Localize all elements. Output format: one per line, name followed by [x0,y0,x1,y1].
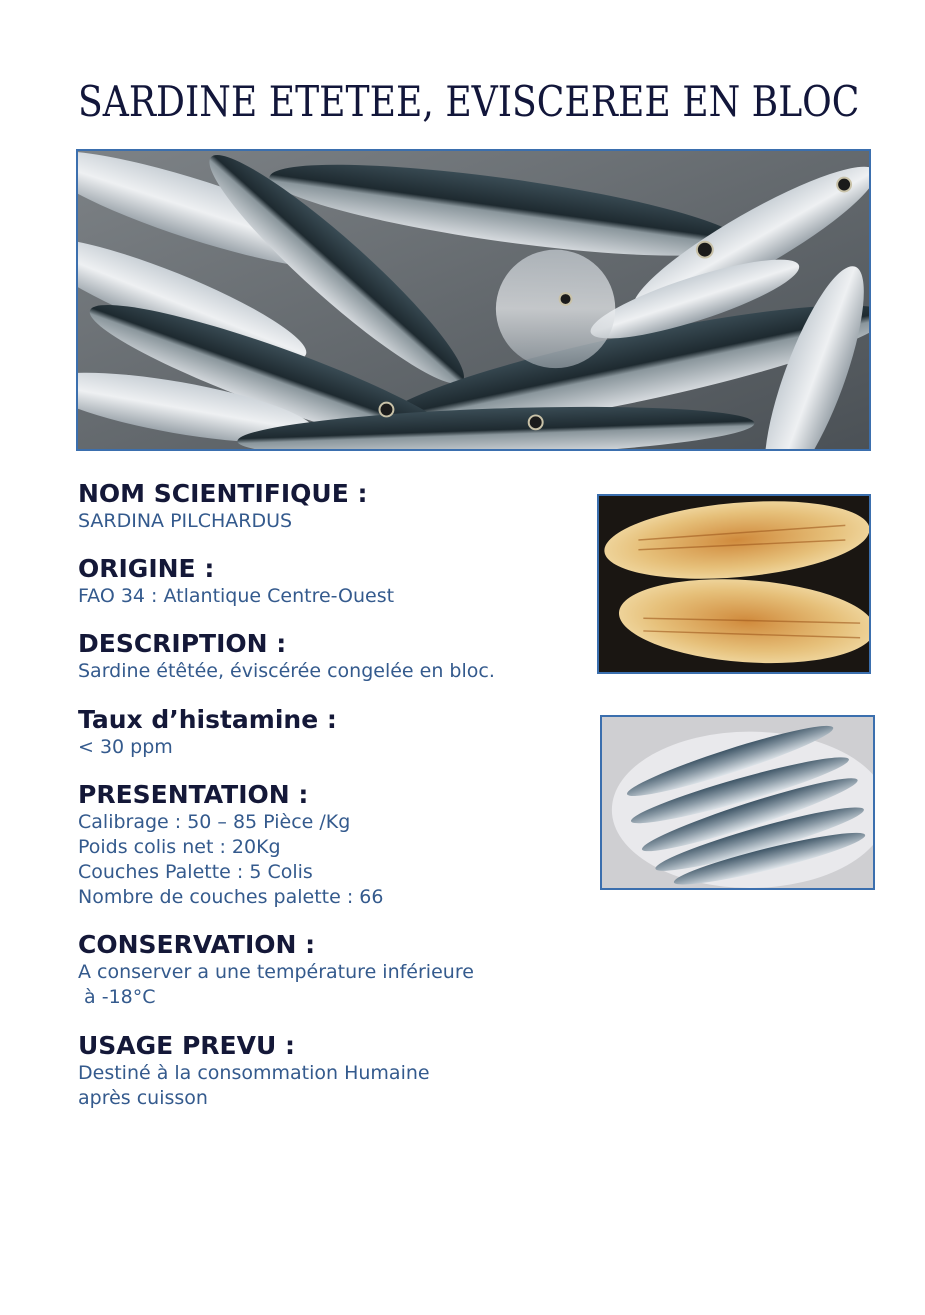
section-value: Poids colis net : 20Kg [78,836,281,858]
grilled-sardine-photo [597,494,871,674]
section-presentation [78,780,383,910]
section-title: ORIGINE : [78,554,215,583]
section-value: Sardine étêtée, éviscérée congelée en bloc. [78,660,495,682]
sardines-pile-image [78,151,869,449]
section-nom-scientifique [78,479,367,534]
hero-sardines-photo [76,149,871,451]
section-title: CONSERVATION : [78,930,316,959]
section-value: Couches Palette : 5 Colis [78,861,313,883]
section-value: après cuisson [78,1087,208,1109]
section-value: à -18°C [78,986,156,1008]
section-title: DESCRIPTION : [78,629,287,658]
section-value: FAO 34 : Atlantique Centre-Ouest [78,585,395,607]
section-histamine [78,705,337,760]
page-title: SARDINE ETETEE, EVISCEREE EN BLOC [78,77,860,126]
section-usage-prevu [78,1031,430,1111]
sardine-fillets-plate-photo [600,715,875,890]
section-title: PRESENTATION : [78,780,309,809]
section-value: A conserver a une température inférieure [78,961,474,983]
section-value: Nombre de couches palette : 66 [78,886,384,908]
section-title: NOM SCIENTIFIQUE : [78,479,368,508]
section-description [78,629,495,684]
section-value: SARDINA PILCHARDUS [78,510,293,532]
grilled-fillets-image [599,496,869,672]
section-origine [78,554,394,609]
section-conservation [78,930,474,1010]
section-title: USAGE PREVU : [78,1031,295,1060]
section-title: Taux d’histamine : [78,705,337,734]
section-value: Destiné à la consommation Humaine [78,1062,430,1084]
section-value: Calibrage : 50 – 85 Pièce /Kg [78,811,351,833]
section-value: < 30 ppm [78,736,173,758]
fillets-plate-image [602,717,873,888]
